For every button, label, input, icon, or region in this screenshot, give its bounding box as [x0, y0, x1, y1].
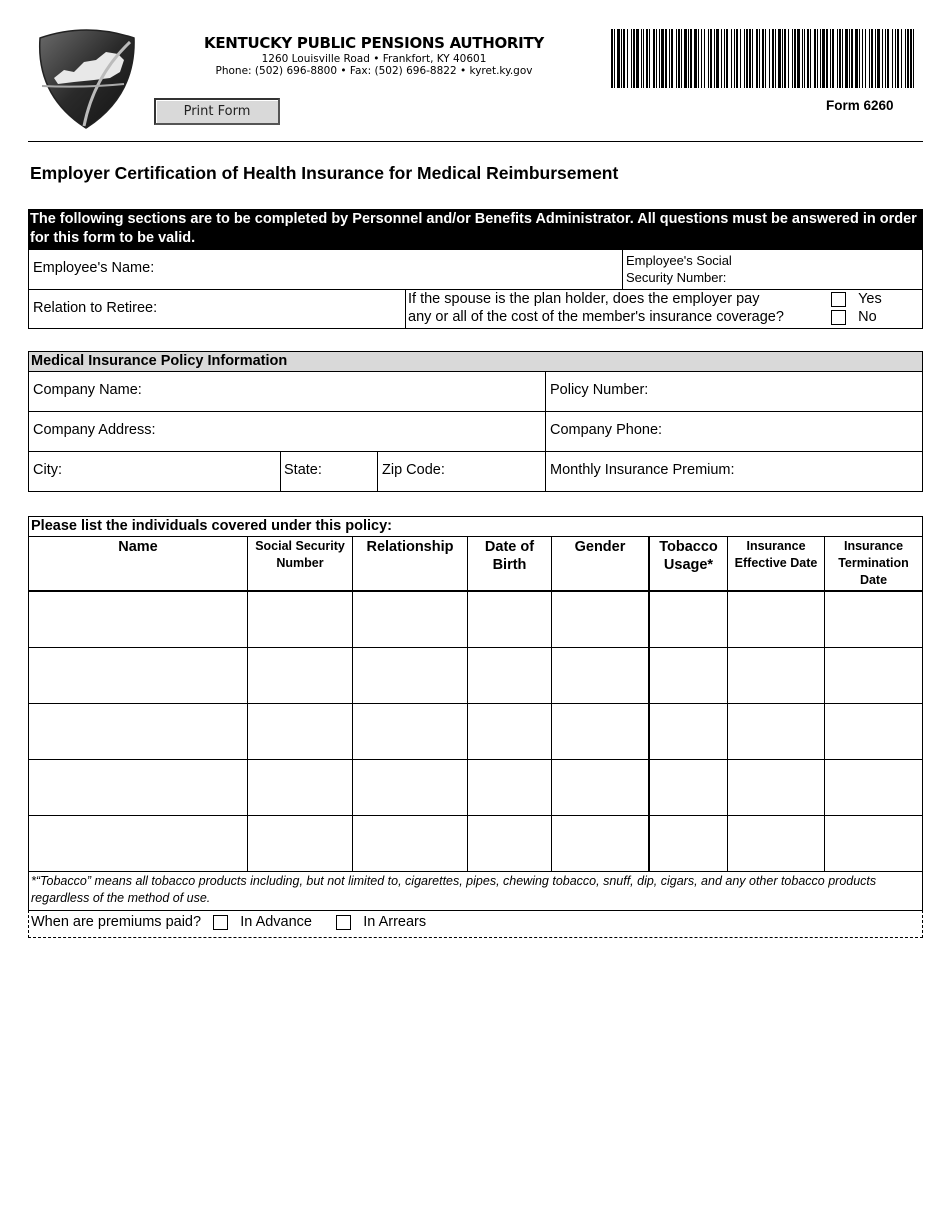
- section1-heading: The following sections are to be completed by Personnel and/or Benefits Administrator. All questions must be answered in order for this form to be valid.: [28, 209, 923, 249]
- barcode-bar: [895, 29, 896, 88]
- barcode-bar: [752, 29, 753, 88]
- barcode-bar: [643, 29, 644, 88]
- barcode-bar: [721, 29, 722, 88]
- barcode-bar: [756, 29, 758, 88]
- barcode-bar: [744, 29, 745, 88]
- in-advance-checkbox[interactable]: [213, 915, 228, 930]
- spouse-question-line2: any or all of the cost of the member's insurance coverage?: [408, 309, 784, 325]
- barcode-bar: [775, 29, 776, 88]
- barcode-bar: [614, 29, 615, 88]
- barcode-bar: [913, 29, 914, 88]
- relation-to-retiree-field[interactable]: Relation to Retiree:: [33, 300, 158, 316]
- org-block: [150, 34, 598, 77]
- barcode-bar: [859, 29, 860, 88]
- barcode-bar: [661, 29, 664, 88]
- barcode-bar: [641, 29, 642, 88]
- barcode-bar: [784, 29, 786, 88]
- org-name: KENTUCKY PUBLIC PENSIONS AUTHORITY: [204, 34, 544, 52]
- barcode-bar: [646, 29, 648, 88]
- col-header-dob-line2: Birth: [492, 557, 527, 573]
- barcode-bar: [676, 29, 677, 88]
- premiums-paid-row: [28, 910, 923, 938]
- barcode-bar: [671, 29, 673, 88]
- section1-table: [28, 249, 923, 329]
- col-header-tobacco-line2: Usage*: [663, 557, 714, 573]
- yes-label: Yes: [858, 291, 882, 307]
- barcode-bar: [810, 29, 811, 88]
- barcode-bar: [788, 29, 789, 88]
- header-divider: [28, 141, 923, 142]
- barcode-bar: [797, 29, 800, 88]
- barcode-bar: [792, 29, 793, 88]
- barcode-bar: [759, 29, 760, 88]
- barcode-bar: [749, 29, 751, 88]
- employee-ssn-field[interactable]: [626, 252, 732, 286]
- barcode-bar: [611, 29, 613, 88]
- barcode-bar: [807, 29, 809, 88]
- col-header-termination-date: [825, 537, 922, 589]
- barcode-bar: [633, 29, 635, 88]
- barcode-bar: [865, 29, 866, 88]
- barcode-bar: [897, 29, 899, 88]
- barcode-bar: [708, 29, 709, 88]
- barcode-bar: [862, 29, 863, 88]
- state-field[interactable]: State:: [284, 462, 322, 478]
- barcode-bar: [875, 29, 876, 88]
- barcode-bar: [814, 29, 816, 88]
- barcode-bar: [694, 29, 697, 88]
- barcode-bar: [769, 29, 770, 88]
- covered-individuals-table: [28, 536, 923, 872]
- col-header-eff-line2: Effective Date: [734, 556, 818, 570]
- kppa-logo: [34, 26, 138, 130]
- col-header-name: Name: [118, 539, 158, 555]
- barcode-bar: [892, 29, 893, 88]
- col-header-gender: Gender: [574, 539, 626, 555]
- barcode-bar: [726, 29, 728, 88]
- form-number: Form 6260: [826, 98, 894, 113]
- section3-heading: Please list the individuals covered under this policy:: [28, 516, 923, 537]
- barcode-bar: [822, 29, 825, 88]
- employee-name-field[interactable]: Employee's Name:: [33, 260, 155, 276]
- barcode-bar: [656, 29, 657, 88]
- barcode-bar: [649, 29, 650, 88]
- barcode-bar: [731, 29, 732, 88]
- barcode-bar: [837, 29, 838, 88]
- section2-table: [28, 371, 923, 492]
- city-field[interactable]: City:: [33, 462, 62, 478]
- barcode-bar: [734, 29, 735, 88]
- barcode-bar: [794, 29, 796, 88]
- barcode-bar: [871, 29, 873, 88]
- barcode-bar: [901, 29, 902, 88]
- barcode-bar: [736, 29, 738, 88]
- barcode-bar: [882, 29, 883, 88]
- barcode-bar: [617, 29, 620, 88]
- barcode-bar: [669, 29, 670, 88]
- barcode: [610, 29, 915, 88]
- barcode-bar: [778, 29, 781, 88]
- section2-heading: Medical Insurance Policy Information: [28, 351, 923, 372]
- barcode-bar: [690, 29, 692, 88]
- barcode-bar: [684, 29, 687, 88]
- print-form-button[interactable]: Print Form: [154, 98, 280, 125]
- barcode-bar: [688, 29, 689, 88]
- barcode-bar: [910, 29, 912, 88]
- barcode-bar: [772, 29, 774, 88]
- barcode-bar: [804, 29, 805, 88]
- col-header-term-line2: Termination: [838, 556, 909, 570]
- monthly-premium-field[interactable]: Monthly Insurance Premium:: [550, 462, 735, 478]
- company-phone-field[interactable]: Company Phone:: [550, 422, 663, 438]
- barcode-bar: [724, 29, 725, 88]
- tobacco-note: *“Tobacco” means all tobacco products including, but not limited to, cigarettes, pipes, chewing tobacco, snuff, dip, cigars, and any other tobacco products regardless of the method of use.: [28, 871, 923, 911]
- barcode-bar: [830, 29, 831, 88]
- barcode-bar: [631, 29, 632, 88]
- company-name-field[interactable]: Company Name:: [33, 382, 142, 398]
- col-header-effective-date: [728, 537, 824, 572]
- col-header-relationship: Relationship: [366, 539, 454, 555]
- barcode-bar: [621, 29, 622, 88]
- barcode-bar: [845, 29, 848, 88]
- col-header-tobacco: [650, 537, 727, 574]
- barcode-bar: [623, 29, 625, 88]
- barcode-bar: [820, 29, 821, 88]
- col-header-term-line1: Insurance: [843, 539, 904, 553]
- in-advance-label: In Advance: [240, 914, 312, 930]
- barcode-bar: [782, 29, 783, 88]
- org-contact: Phone: (502) 696-8800 • Fax: (502) 696-8822 • kyret.ky.gov: [215, 65, 533, 77]
- col-header-ssn-line2: Number: [276, 556, 324, 570]
- barcode-bar: [710, 29, 712, 88]
- col-header-term-line3: Date: [859, 573, 888, 587]
- barcode-bar: [701, 29, 702, 88]
- barcode-bar: [832, 29, 834, 88]
- barcode-bar: [802, 29, 803, 88]
- barcode-bar: [716, 29, 719, 88]
- col-header-ssn: [248, 537, 352, 572]
- barcode-bar: [765, 29, 766, 88]
- barcode-bar: [855, 29, 858, 88]
- barcode-bar: [851, 29, 853, 88]
- barcode-bar: [885, 29, 886, 88]
- zip-field[interactable]: Zip Code:: [382, 462, 445, 478]
- in-arrears-label: In Arrears: [363, 914, 427, 930]
- barcode-bar: [762, 29, 764, 88]
- barcode-bar: [907, 29, 909, 88]
- barcode-bar: [905, 29, 906, 88]
- page-title: Employer Certification of Health Insurance for Medical Reimbursement: [30, 163, 619, 183]
- barcode-bar: [653, 29, 655, 88]
- barcode-bar: [681, 29, 682, 88]
- ssn-label-line1: Employee's Social: [626, 253, 732, 268]
- barcode-bar: [698, 29, 699, 88]
- barcode-bar: [839, 29, 841, 88]
- yes-checkbox[interactable]: [831, 292, 846, 307]
- spouse-question: [408, 290, 784, 326]
- policy-number-field[interactable]: Policy Number:: [550, 382, 649, 398]
- barcode-bar: [659, 29, 660, 88]
- barcode-bar: [678, 29, 680, 88]
- barcode-bar: [636, 29, 639, 88]
- col-header-tobacco-line1: Tobacco: [659, 539, 718, 555]
- no-label: No: [858, 309, 877, 325]
- no-checkbox[interactable]: [831, 310, 846, 325]
- spouse-yes-no: [831, 290, 882, 326]
- company-address-field[interactable]: Company Address:: [33, 422, 156, 438]
- barcode-bar: [842, 29, 843, 88]
- spouse-question-line1: If the spouse is the plan holder, does the employer pay: [408, 291, 760, 307]
- barcode-bar: [849, 29, 850, 88]
- col-header-eff-line1: Insurance: [746, 539, 806, 553]
- col-header-dob-line1: Date of: [484, 539, 535, 555]
- premiums-question: When are premiums paid?: [31, 914, 202, 930]
- barcode-bar: [627, 29, 628, 88]
- barcode-bar: [817, 29, 818, 88]
- barcode-bar: [877, 29, 880, 88]
- barcode-bar: [869, 29, 870, 88]
- col-header-dob: [468, 537, 551, 574]
- barcode-bar: [740, 29, 741, 88]
- org-address: 1260 Louisville Road • Frankfort, KY 40601: [261, 53, 487, 65]
- in-arrears-checkbox[interactable]: [336, 915, 351, 930]
- col-header-ssn-line1: Social Security: [255, 539, 345, 553]
- barcode-bar: [746, 29, 748, 88]
- barcode-bar: [714, 29, 715, 88]
- barcode-bar: [665, 29, 667, 88]
- barcode-bar: [704, 29, 705, 88]
- barcode-bar: [826, 29, 828, 88]
- ssn-label-line2: Security Number:: [626, 270, 727, 285]
- barcode-bar: [887, 29, 889, 88]
